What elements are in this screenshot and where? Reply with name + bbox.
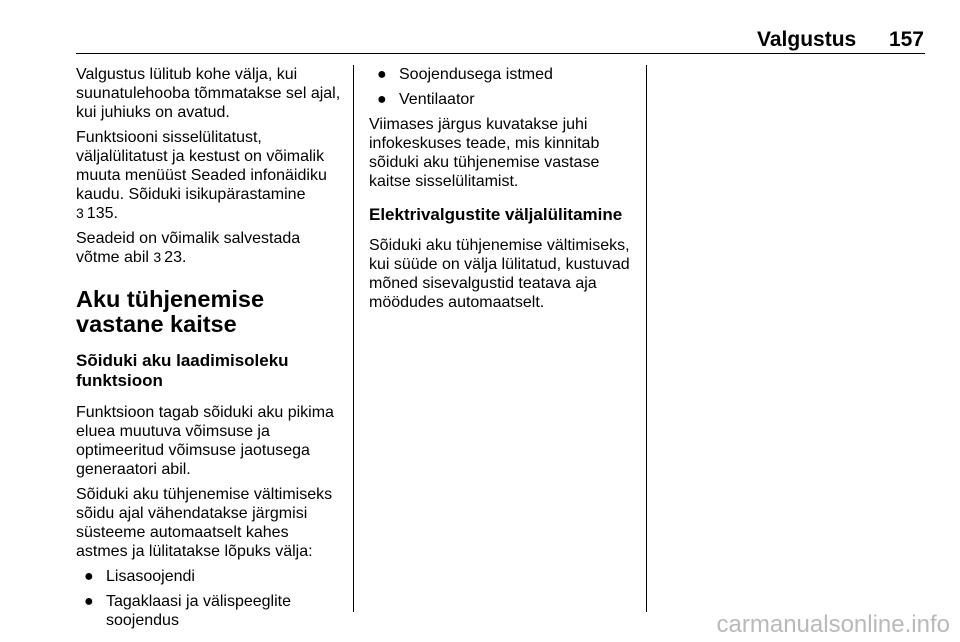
page-reference[interactable]: 135. xyxy=(86,205,118,222)
section-heading: Aku tühjenemise vastane kaitse xyxy=(76,286,265,337)
page-reference[interactable]: 23. xyxy=(164,249,187,266)
paragraph-with-reference xyxy=(76,229,344,267)
bullet-list xyxy=(76,567,344,630)
list-item xyxy=(369,65,637,84)
bullet-icon: ● xyxy=(377,91,387,108)
list-item xyxy=(369,90,637,109)
page-reference-icon: 3 xyxy=(76,205,84,221)
bullet-icon: ● xyxy=(377,66,387,83)
paragraph-text: Seadeid on võimalik salvestada võtme abil xyxy=(76,230,301,266)
middle-column xyxy=(369,65,637,318)
paragraph: Sõiduki aku tühjenemise vältimiseks, kui süüde on välja lülitatud, kustuvad mõned sisevalgustid teatava aja möödudes automaatselt. xyxy=(369,237,630,311)
list-item-text: Soojendusega istmed xyxy=(399,66,553,83)
paragraph: Funktsioon tagab sõiduki aku pikima eluea muutuva võimsuse ja optimeeritud võimsuse jaotusega generaatori abil. xyxy=(76,404,334,478)
list-item-text: Tagaklaasi ja välispeeglite soojendus xyxy=(106,593,291,629)
paragraph-text: Funktsiooni sisselülitatust, väljalülitatust ja kestust on võimalik muuta menüüst Seaded infonäidiku kaudu. Sõiduki isikupärastamine xyxy=(76,129,327,203)
subsection-heading: Elektrivalgustite väljalülitamine xyxy=(369,205,623,224)
watermark: carmanualsonline.info xyxy=(716,611,950,638)
section-title: Valgustus xyxy=(757,28,857,51)
page-number: 157 xyxy=(888,28,924,51)
bullet-list xyxy=(369,65,637,109)
left-column xyxy=(76,65,344,636)
paragraph-with-reference xyxy=(76,128,344,223)
column-divider-right xyxy=(646,65,647,612)
column-divider-left xyxy=(353,65,354,612)
list-item xyxy=(76,567,344,586)
subsection-heading: Sõiduki aku laadimisoleku funktsioon xyxy=(76,351,289,390)
list-item-text: Ventilaator xyxy=(399,91,475,108)
paragraph: Viimases järgus kuvatakse juhi infokeskuses teade, mis kinnitab sõiduki aku tühjenemise vastase kaitse sisselülitamist. xyxy=(369,116,600,190)
page-reference-icon: 3 xyxy=(153,249,162,265)
list-item-text: Lisasoojendi xyxy=(106,568,195,585)
paragraph: Sõiduki aku tühjenemise vältimiseks sõidu ajal vähendatakse järgmisi süsteeme automaatselt kahes astmes ja lülitatakse lõpuks välja: xyxy=(76,486,333,560)
bullet-icon: ● xyxy=(84,593,94,610)
list-item xyxy=(76,592,344,630)
header-divider xyxy=(76,53,925,54)
bullet-icon: ● xyxy=(84,568,94,585)
paragraph: Valgustus lülitub kohe välja, kui suunatulehooba tõmmatakse sel ajal, kui juhiuks on avatud. xyxy=(76,66,341,121)
